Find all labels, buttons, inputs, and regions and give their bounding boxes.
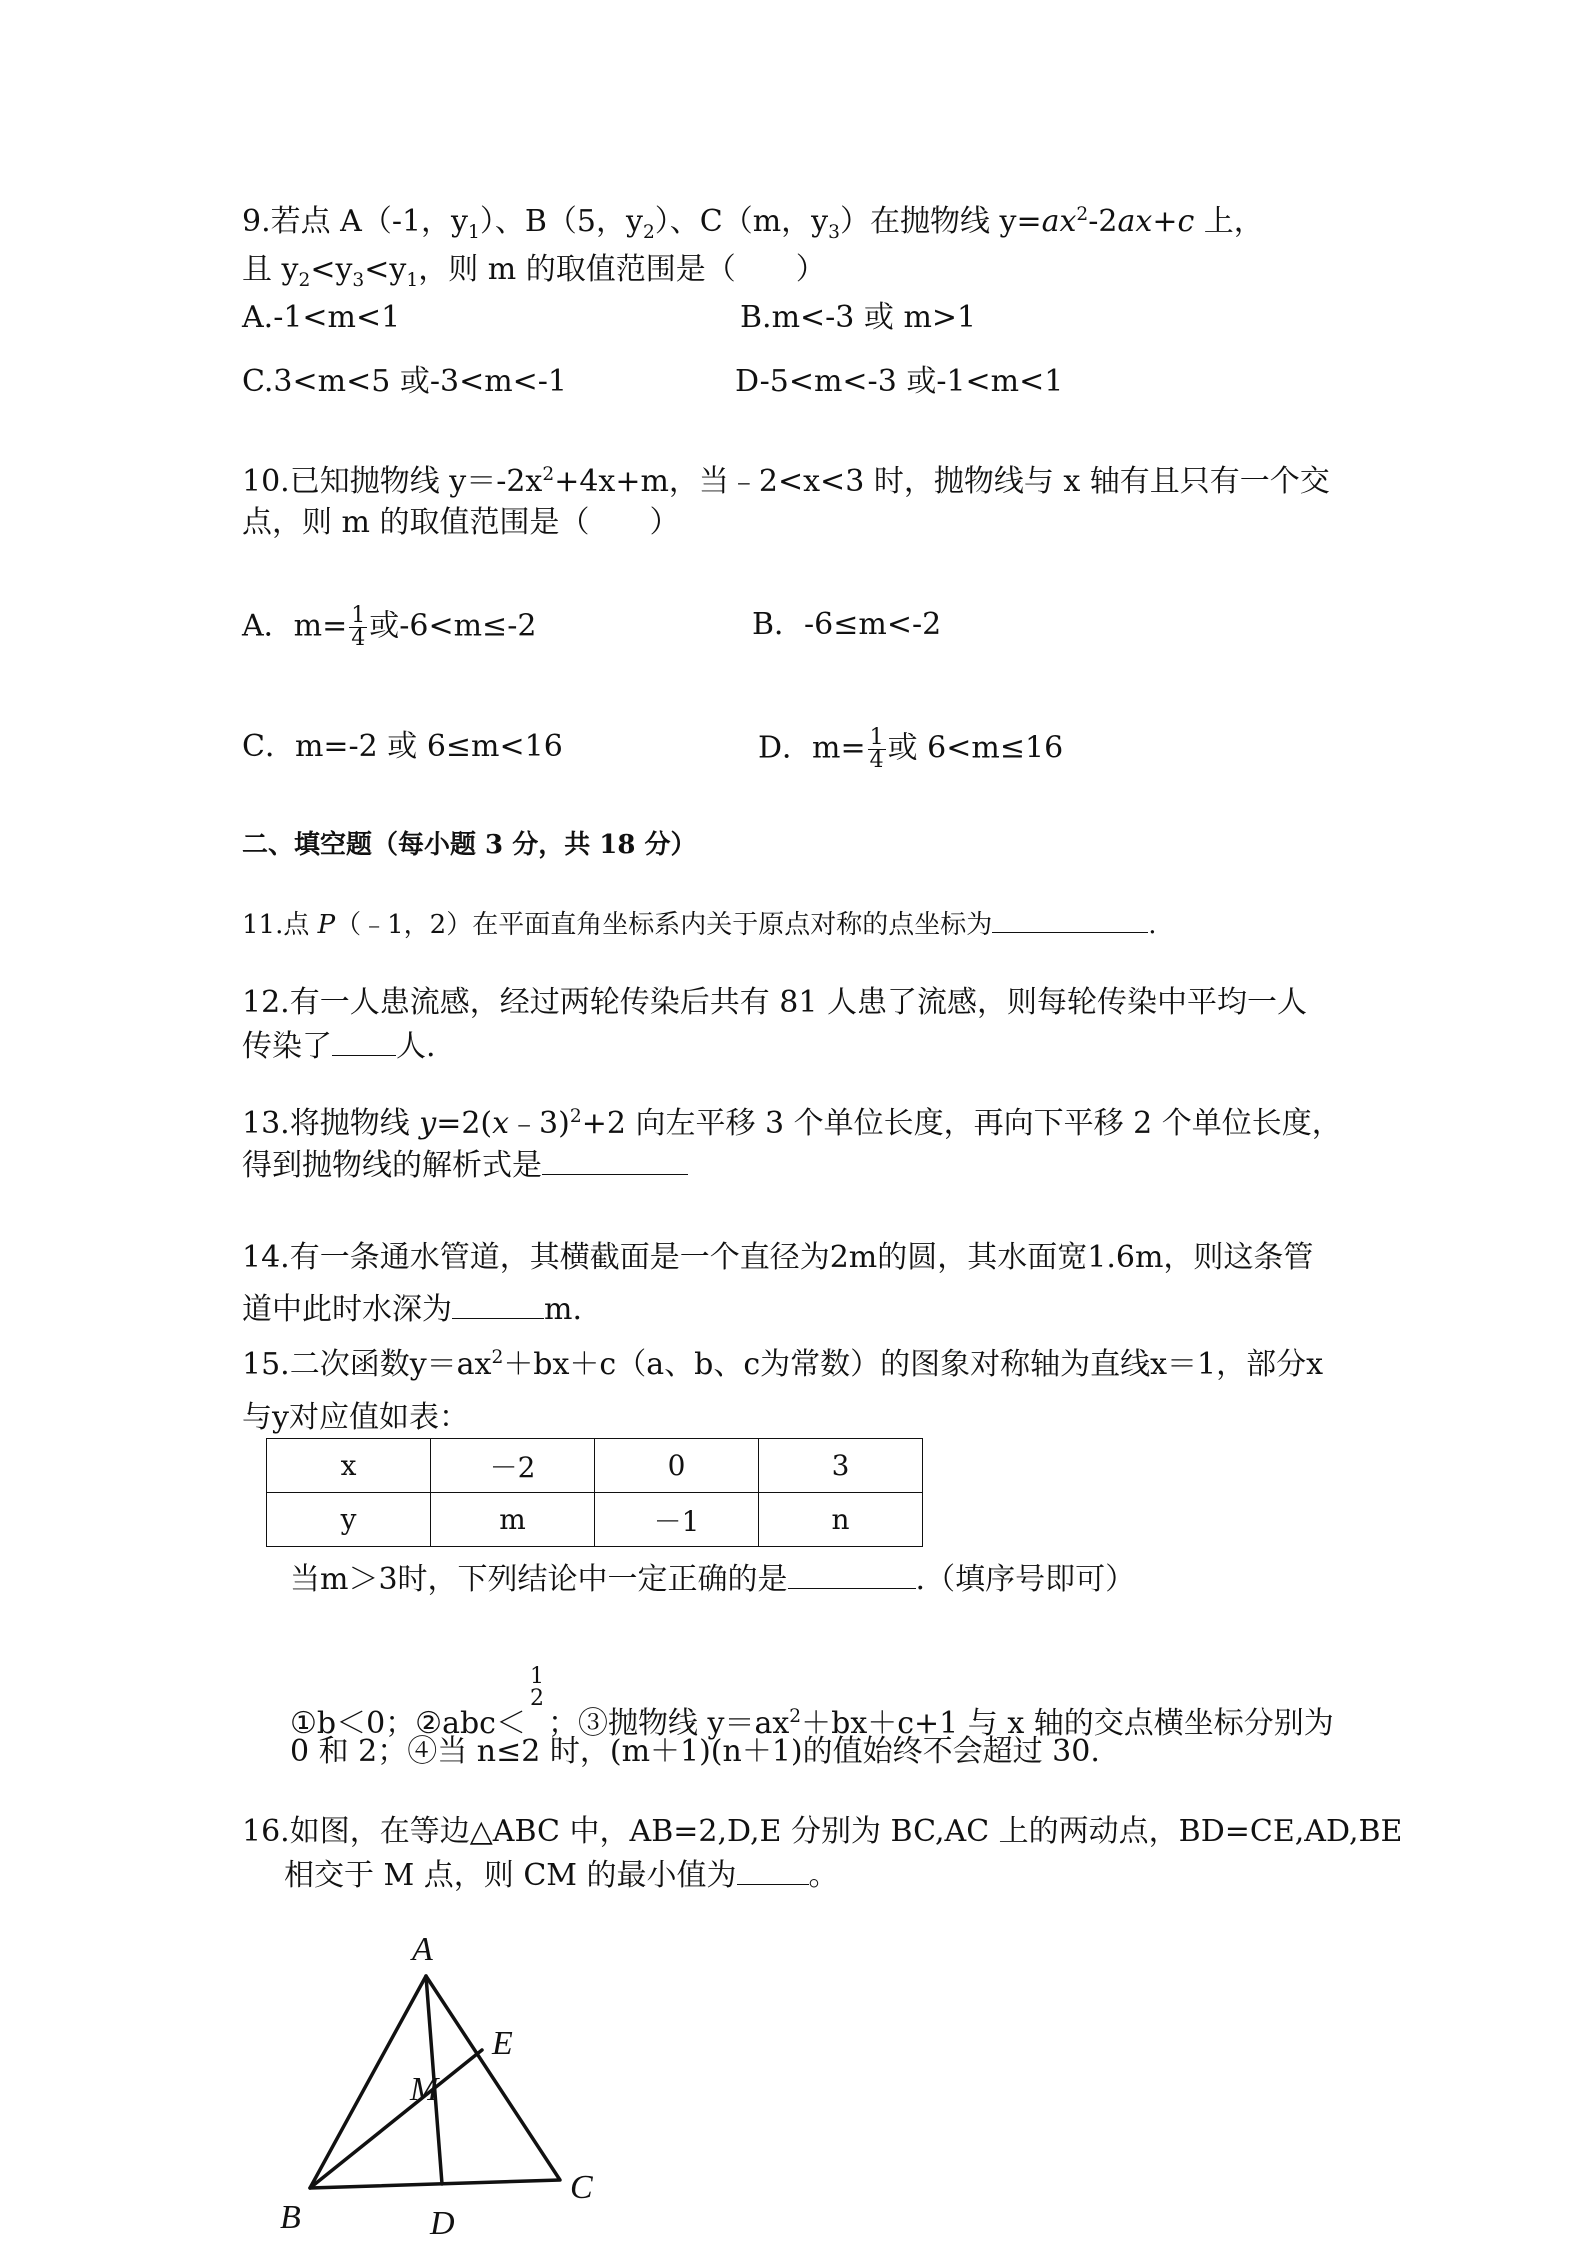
q9-text: ）、C（m，y (654, 204, 829, 239)
superscript: 2 (569, 1106, 582, 1127)
q9-text: ）在抛物线 y= (839, 204, 1042, 239)
q15-part: ＋bx＋c+1 与 x 轴的交点横坐标分别为 (801, 1706, 1334, 1741)
table-cell: 0 (595, 1439, 759, 1493)
q16-line1: 16.如图，在等边△ABC 中，AB=2,D,E 分别为 BC,AC 上的两动点，BD=CE,AD,BE (242, 1814, 1403, 1849)
q10-text: +4x+m，当﹣2<x<3 时，抛物线与 x 轴有且只有一个交 (554, 464, 1330, 499)
q15-part: ＋bx＋c（a、b、c为常数）的图象对称轴为直线x＝1，部分x (503, 1347, 1324, 1382)
q9-text: 上， (1194, 204, 1264, 239)
q9-text: -2 (1088, 204, 1118, 239)
q11-part: （﹣1，2）在平面直角坐标系内关于原点对称的点坐标为 (335, 910, 993, 940)
answer-blank (542, 1146, 688, 1175)
q16-part: 。 (808, 1858, 839, 1893)
q14-part: 道中此时水深为 (242, 1292, 452, 1327)
fraction-numerator: 1 (529, 1664, 544, 1689)
q13-line2 (242, 1146, 688, 1186)
q13-part: ﹣3) (509, 1106, 570, 1141)
q9-text: <y (364, 252, 407, 287)
fraction-numerator: 1 (869, 725, 884, 750)
q14-line1: 14.有一条通水管道，其横截面是一个直径为2m的圆，其水面宽1.6m，则这条管 (242, 1240, 1314, 1275)
answer-blank (737, 1856, 809, 1885)
q13-part: =2( (436, 1106, 493, 1141)
q9-option-d: D-5<m<-3 或-1<m<1 (735, 364, 1064, 399)
q9-option-c: C.3<m<5 或-3<m<-1 (242, 364, 568, 399)
math-var: P (317, 910, 336, 940)
table-cell: n (759, 1493, 923, 1547)
q9-text: ）、B（5，y (479, 204, 643, 239)
answer-blank (992, 910, 1148, 933)
q9-option-a: A.-1<m<1 (242, 300, 401, 335)
q12-part: 传染了 (242, 1029, 332, 1064)
option-text: D．m= (758, 730, 866, 766)
section-heading: 二、填空题（每小题 3 分，共 18 分） (242, 830, 697, 860)
superscript: 2 (789, 1706, 802, 1727)
table-cell: y (267, 1493, 431, 1547)
q15-part: .（填序号即可） (915, 1562, 1136, 1597)
segment-be (310, 2050, 482, 2188)
fraction (528, 1666, 546, 1710)
q13-part: 13.将抛物线 (242, 1106, 420, 1141)
table-cell: －1 (595, 1493, 759, 1547)
q9-text: 且 y (242, 252, 299, 287)
q14-line2 (242, 1290, 582, 1330)
q15-line2: 与y对应值如表： (242, 1400, 469, 1435)
q11-part: 11.点 (242, 910, 318, 940)
q15-conclusions-line2: 0 和 2；④当 n≤2 时，(m＋1)(n＋1)的值始终不会超过 30. (290, 1734, 1100, 1769)
triangle-figure (270, 1920, 620, 2240)
subscript: 2 (642, 222, 655, 243)
fraction-numerator: 1 (351, 603, 366, 628)
xy-table (266, 1438, 923, 1547)
fraction (868, 727, 886, 772)
q15-part: ；③抛物线 y＝ax (547, 1706, 790, 1741)
option-text: A．m= (242, 608, 348, 644)
label-d: D (430, 2205, 455, 2240)
q12-line1: 12.有一人患流感，经过两轮传染后共有 81 人患了流感，则每轮传染中平均一人 (242, 985, 1307, 1020)
label-m: M (410, 2071, 439, 2108)
q15-part: 15.二次函数y＝ax (242, 1347, 492, 1382)
q15-part: ①b＜0；②abc＜ (290, 1706, 526, 1741)
q16-part: 相交于 M 点，则 CM 的最小值为 (284, 1858, 737, 1893)
q9-text: ，则 m 的取值范围是（ ） (418, 252, 826, 287)
math-var: c (1177, 204, 1195, 239)
q13-part: 得到抛物线的解析式是 (242, 1148, 542, 1183)
q10-option-c: C．m=-2 或 6≤m<16 (242, 729, 563, 764)
q10-option-b: B．-6≤m<-2 (752, 607, 942, 642)
table-row (267, 1439, 923, 1493)
q12-part: 人. (396, 1029, 436, 1064)
q15-line1 (242, 1345, 1323, 1385)
q10-option-a (242, 605, 536, 650)
subscript: 3 (828, 222, 840, 243)
answer-blank (332, 1027, 396, 1056)
q16-line2 (284, 1856, 839, 1896)
q14-part: m. (544, 1292, 582, 1327)
math-var: y (419, 1106, 437, 1141)
label-a: A (412, 1931, 433, 1968)
q11-text (242, 905, 1156, 945)
math-var: ax (1041, 204, 1077, 239)
subscript: 3 (352, 270, 365, 291)
q10-stem-line1 (242, 462, 1330, 502)
q10-stem-line2: 点，则 m 的取值范围是（ ） (242, 505, 680, 540)
label-e: E (492, 2025, 513, 2062)
fraction (349, 605, 367, 650)
table-cell: －2 (431, 1439, 595, 1493)
option-text: 或-6<m≤-2 (369, 608, 537, 644)
superscript: 2 (1076, 204, 1089, 225)
superscript: 2 (491, 1347, 504, 1368)
fraction-denominator: 4 (351, 626, 366, 651)
label-c: C (570, 2169, 593, 2206)
option-text: 或 6<m≤16 (887, 730, 1064, 766)
table-cell: 3 (759, 1439, 923, 1493)
q15-part: 当m＞3时，下列结论中一定正确的是 (290, 1562, 788, 1597)
q9-stem-line1 (242, 202, 1264, 242)
table-cell: m (431, 1493, 595, 1547)
q9-option-b: B.m<-3 或 m>1 (740, 300, 977, 335)
q13-line1 (242, 1104, 1342, 1144)
subscript: 2 (298, 270, 311, 291)
subscript: 1 (406, 270, 419, 291)
math-var: ax (1117, 204, 1153, 239)
q13-part: +2 向左平移 3 个单位长度，再向下平移 2 个单位长度， (581, 1106, 1342, 1141)
table-cell: x (267, 1439, 431, 1493)
q10-text: 10.已知抛物线 y＝-2x (242, 464, 543, 499)
q9-text: + (1152, 204, 1178, 239)
q12-line2 (242, 1027, 436, 1067)
q10-option-d (758, 727, 1063, 772)
math-var: x (492, 1106, 510, 1141)
label-b: B (280, 2199, 301, 2236)
q15-condition (290, 1560, 1135, 1600)
subscript: 1 (468, 222, 480, 243)
fraction-denominator: 2 (529, 1686, 544, 1711)
q9-stem-line2 (242, 250, 826, 290)
table-row (267, 1493, 923, 1547)
answer-blank (788, 1560, 916, 1589)
superscript: 2 (542, 464, 555, 485)
fraction-denominator: 4 (869, 748, 884, 773)
answer-blank (452, 1290, 544, 1319)
q9-text: 9.若点 A（-1，y (242, 204, 468, 239)
q11-part: . (1148, 910, 1157, 940)
q9-text: <y (310, 252, 353, 287)
